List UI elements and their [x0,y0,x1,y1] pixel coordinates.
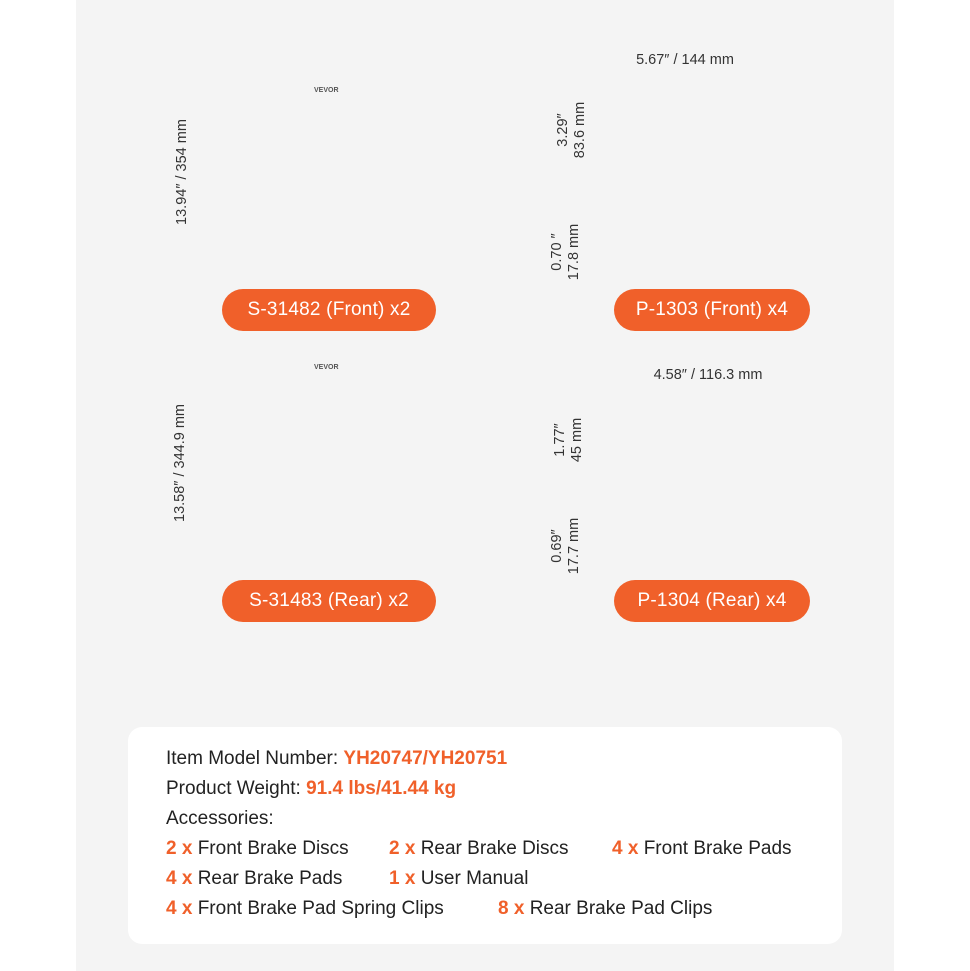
accessory-item [612,838,792,860]
front-pad-thickness-in: 0.70 ″ [549,233,565,271]
accessory-item [166,868,342,890]
accessory-item [166,898,444,920]
front-pad-label: P-1303 (Front) x4 [614,289,810,331]
accessory-name: Front Brake Pad Spring Clips [192,898,444,919]
rear-disc-dimension: 13.58″ / 344.9 mm [172,404,188,522]
accessory-name: Front Brake Discs [192,838,349,859]
accessory-name: Rear Brake Discs [415,838,569,859]
accessory-qty: 8 x [498,898,525,919]
accessory-qty: 2 x [166,838,193,859]
front-pad-height-in: 3.29″ [555,113,571,147]
accessory-item [389,838,569,860]
front-disc-dimension: 13.94″ / 354 mm [174,119,190,225]
rear-disc-brand: VEVOR [314,364,339,371]
front-pad-height-mm: 83.6 mm [572,101,588,159]
accessories-heading: Accessories: [166,808,274,829]
accessory-qty: 4 x [612,838,639,859]
rear-pad-label: P-1304 (Rear) x4 [614,580,810,622]
accessory-item [389,868,528,890]
accessory-item [166,838,349,860]
accessory-name: Rear Brake Pad Clips [524,898,713,919]
front-disc-label: S-31482 (Front) x2 [222,289,436,331]
rear-disc-label: S-31483 (Rear) x2 [222,580,436,622]
rear-pad-height-in: 1.77″ [552,423,568,457]
rear-pad-thickness-mm: 17.7 mm [566,517,582,575]
accessory-qty: 1 x [389,868,416,889]
accessory-item [498,898,712,920]
accessory-qty: 2 x [389,838,416,859]
accessory-name: User Manual [415,868,529,889]
rear-pad-thickness-in: 0.69″ [549,529,565,563]
front-pad-width: 5.67″ / 144 mm [636,52,734,68]
front-pad-thickness-mm: 17.8 mm [566,223,582,281]
rear-pad-width: 4.58″ / 116.3 mm [653,367,763,383]
accessory-name: Front Brake Pads [638,838,792,859]
product-weight-line [166,778,456,800]
accessory-qty: 4 x [166,898,193,919]
front-disc-brand: VEVOR [314,87,339,94]
model-number-label: Item Model Number: [166,748,344,769]
accessory-qty: 4 x [166,868,193,889]
model-number-value: YH20747/YH20751 [343,748,508,769]
rear-pad-height-mm: 45 mm [569,417,585,463]
model-number-line [166,748,507,770]
accessory-name: Rear Brake Pads [192,868,343,889]
product-weight-label: Product Weight: [166,778,307,799]
product-weight-value: 91.4 lbs/41.44 kg [306,778,457,799]
